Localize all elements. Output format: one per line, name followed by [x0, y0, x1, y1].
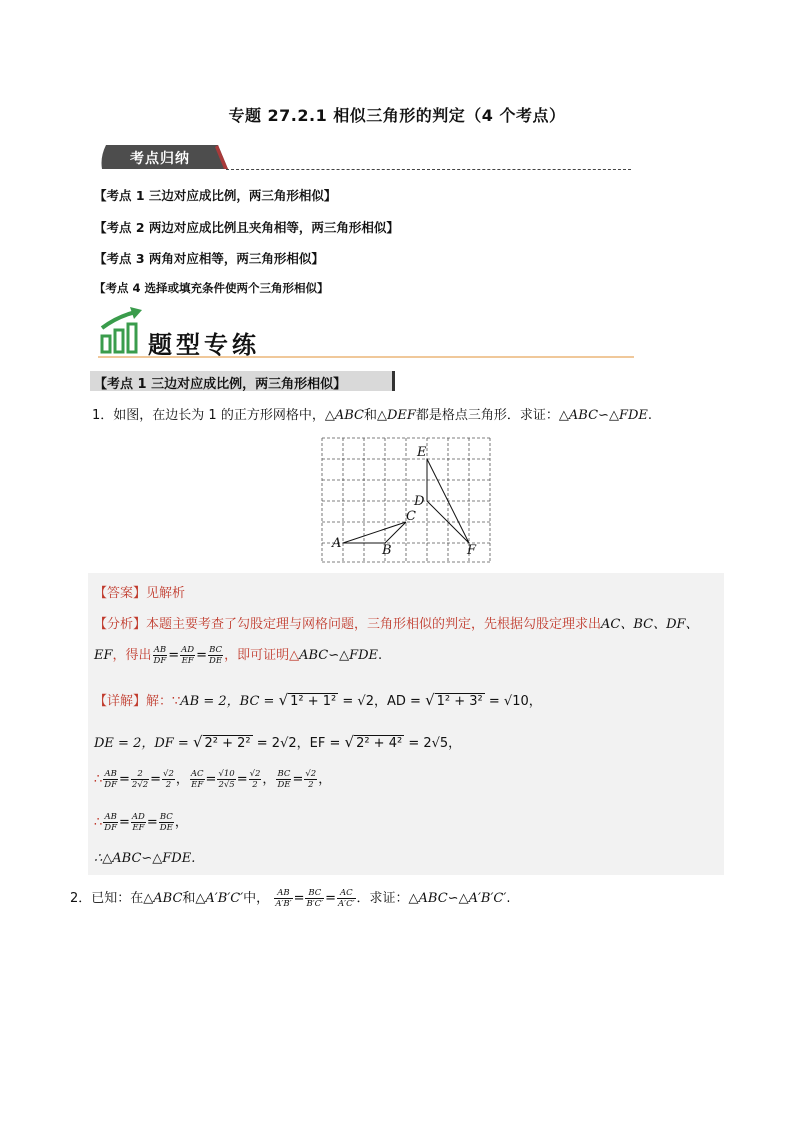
- kaodian-item-2: 【考点 2 两边对应成比例且夹角相等，两三角形相似】: [94, 220, 399, 235]
- analysis-text: ，即可证明△: [224, 648, 300, 663]
- q1-var: ABC: [568, 408, 599, 423]
- q1-var: FDE: [618, 408, 648, 423]
- detail-math: = 2√2，EF =: [256, 736, 341, 751]
- detail-text: ，: [318, 772, 332, 787]
- detail-line-4: ∴ $\frac{AB}{DF}$ = $\frac{AD}{EF}$ = $\frac{BC}{DE}$ ，: [94, 812, 188, 833]
- q2-text: .: [506, 891, 511, 906]
- q2-var: A′B′C′: [468, 891, 507, 906]
- analysis-text: ∽△: [328, 648, 350, 663]
- analysis-text: .: [378, 648, 383, 663]
- question-2: 2．已知：在△ABC和△A′B′C′中， $\frac{AB}{A'B'}$ = $\frac{BC}{B'C'}$ = $\frac{AC}{A'C'}$ ．求证：△ABC∽△A′B′C′.: [70, 888, 511, 909]
- growth-chart-icon: [98, 306, 150, 354]
- conclusion: ∴△ABC∽△FDE.: [94, 851, 196, 866]
- banner-divider: [226, 169, 631, 170]
- detail-line-3: ∴ $\frac{AB}{DF}$ = $\frac{2}{2√2}$ = $\frac{√2}{2}$ ， $\frac{AC}{EF}$ = $\frac{√10}{2√5}$ = $\frac{√2}{2}$ ， $\frac{BC}{DE}$ = $\frac{√2}{2}$ ，: [94, 769, 332, 790]
- point-label-c: C: [406, 509, 416, 524]
- kaodian-item-3: 【考点 3 两角对应相等，两三角形相似】: [94, 251, 324, 266]
- point-label-b: B: [382, 543, 392, 558]
- analysis-text: 本题主要考查了勾股定理与网格问题，三角形相似的判定，先根据勾股定理求出: [146, 617, 602, 632]
- detail-math: = √10，: [488, 694, 542, 709]
- q1-text: 都是格点三角形．求证：△: [415, 408, 569, 423]
- answer-text: 见解析: [146, 586, 186, 601]
- detail-label: 【详解】: [94, 694, 147, 709]
- kaodian-item-4: 【考点 4 选择或填充条件使两个三角形相似】: [94, 281, 329, 295]
- detail-math: = √2，AD =: [342, 694, 421, 709]
- therefore-symbol: ∴: [94, 815, 103, 830]
- q2-text: 和△: [182, 891, 206, 906]
- fraction: $\frac{BC}{DE}$: [209, 645, 223, 666]
- q1-var: DEF: [386, 408, 416, 423]
- detail-text: ，: [174, 815, 188, 830]
- q1-text: ∽△: [598, 408, 619, 423]
- q2-text: ∽△: [447, 891, 469, 906]
- analysis-segments: AC、BC、DF、: [601, 617, 699, 632]
- question-number: 1．: [92, 408, 114, 423]
- section-underline: [98, 356, 634, 358]
- answer-line: [94, 582, 185, 601]
- analysis-line-2: EF，得出 $\frac{AB}{DF}$ = $\frac{AD}{EF}$ = $\frac{BC}{DE}$ ，即可证明△ABC∽△FDE.: [94, 645, 383, 666]
- point-label-e: E: [417, 445, 427, 460]
- q1-text: 如图，在边长为 1 的正方形网格中，△: [113, 408, 335, 423]
- fraction: $\frac{AD}{EF}$: [181, 645, 195, 666]
- fraction: $\frac{AB}{DF}$: [153, 645, 167, 666]
- therefore-symbol: ∴: [94, 772, 103, 787]
- radicand: 1² + 1²: [290, 694, 337, 709]
- kaodian-heading-text: 【考点 1 三边对应成比例，两三角形相似】: [94, 377, 347, 392]
- q2-text: 中，: [243, 891, 270, 906]
- point-label-d: D: [414, 494, 425, 509]
- radicand: 1² + 3²: [436, 694, 483, 709]
- q2-var: A′B′C′: [205, 891, 244, 906]
- question-1: [92, 404, 652, 423]
- analysis-text: ，得出: [112, 648, 152, 663]
- question-number: 2．: [70, 891, 92, 906]
- analysis-line: [94, 613, 699, 632]
- kaodian-banner: [100, 143, 230, 171]
- radicand: 2² + 4²: [356, 736, 403, 751]
- detail-math: DE = 2，DF =: [94, 736, 189, 751]
- analysis-label: 【分析】: [94, 617, 147, 632]
- q2-var: ABC: [153, 891, 183, 906]
- kaodian-heading-bar: [90, 371, 395, 391]
- q1-var: ABC: [334, 408, 364, 423]
- detail-math: AB = 2，BC =: [180, 694, 275, 709]
- answer-label: 【答案】: [94, 586, 147, 601]
- detail-line-1: 【详解】解：∵AB = 2，BC = √ 1² + 1² = √2，AD = √ 1² + 3² = √10，: [94, 691, 542, 709]
- analysis-var: EF: [94, 648, 113, 663]
- detail-math: = 2√5，: [408, 736, 462, 751]
- analysis-var: FDE: [349, 648, 379, 663]
- point-label-a: A: [332, 536, 342, 551]
- q2-text: 已知：在△: [91, 891, 154, 906]
- analysis-var: ABC: [299, 648, 329, 663]
- q2-text: ．求证：△: [356, 891, 419, 906]
- kaodian-item-1: 【考点 1 三边对应成比例，两三角形相似】: [94, 188, 337, 203]
- detail-text: 解：∵: [146, 694, 181, 709]
- section-title: 题型专练: [148, 330, 260, 359]
- q1-text: 和△: [363, 408, 387, 423]
- grid-figure: [320, 436, 492, 566]
- detail-line-2: DE = 2，DF = √ 2² + 2² = 2√2，EF = √ 2² + 4² = 2√5，: [94, 733, 462, 751]
- page-title: 专题 27.2.1 相似三角形的判定（4 个考点）: [228, 106, 566, 125]
- radicand: 2² + 2²: [204, 736, 251, 751]
- q1-text: .: [647, 408, 653, 423]
- point-label-f: F: [467, 543, 477, 558]
- q2-var: ABC: [418, 891, 448, 906]
- banner-label: 考点归纳: [130, 151, 190, 167]
- detail-line-5: [94, 851, 195, 866]
